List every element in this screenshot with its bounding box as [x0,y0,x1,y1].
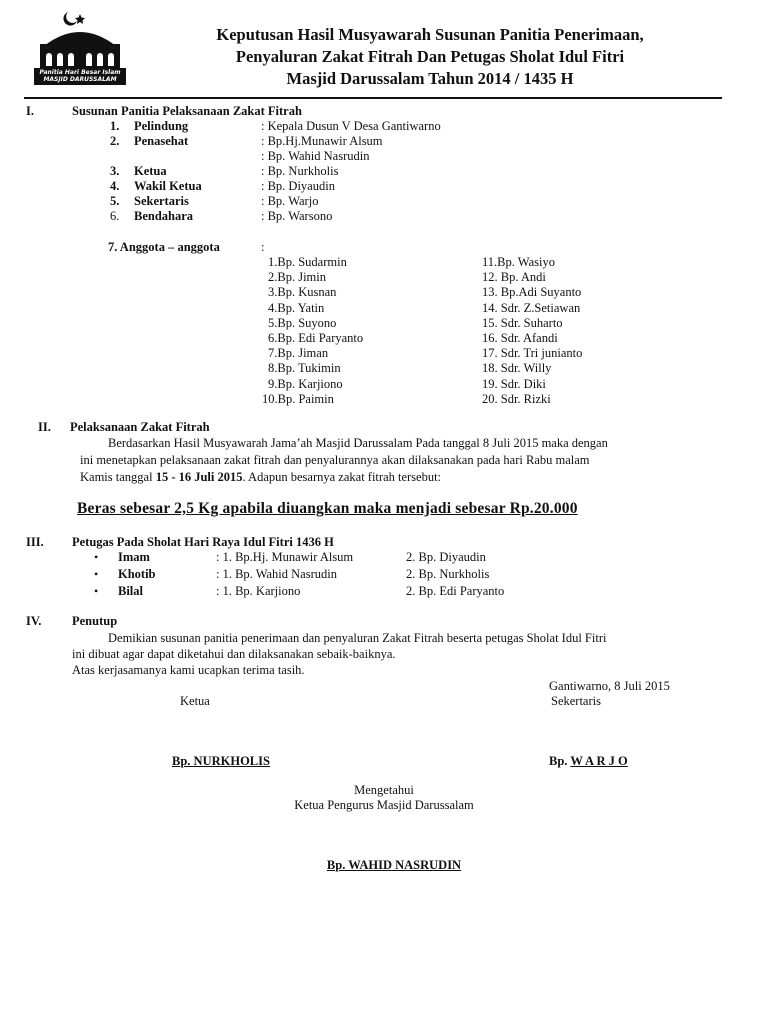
member-item: 4.Bp. Yatin [268,300,325,315]
role-number: 3. [110,164,120,178]
role-holder: : Bp. Diyaudin [261,179,335,193]
member-item: 3.Bp. Kusnan [268,285,337,300]
member-item: 13. Bp.Adi Suyanto [482,285,582,300]
header-line-2: Penyaluran Zakat Fitrah Dan Petugas Sholat Idul Fitri [235,47,625,66]
bullet-icon: • [94,550,99,564]
role-title: Bendahara [134,209,194,223]
mosque-logo [30,8,130,86]
role-number: 6. [110,209,120,223]
role-holder: : Bp. Warsono [261,209,333,223]
role-number: 1. [110,119,120,133]
member-item: 17. Sdr. Tri junianto [482,346,583,361]
officer-first: : 1. Bp. Wahid Nasrudin [216,567,337,581]
member-item: 9.Bp. Karjiono [268,376,343,391]
officer-role: Imam [118,550,150,564]
section-2-number: II. [38,420,51,434]
role-title: Penasehat [134,134,189,148]
logo-caption-2: MASJID DARUSSALAM [43,76,117,83]
role-number: 4. [110,179,120,193]
member-item: 2.Bp. Jimin [268,270,326,285]
role-holder: : Bp. Warjo [261,194,319,208]
section-4-line-1: Demikian susunan panitia penerimaan dan penyaluran Zakat Fitrah beserta petugas Sholat Idul Fitri [108,631,607,645]
member-item: 7.Bp. Jiman [268,346,329,361]
member-item: 8.Bp. Tukimin [268,361,341,376]
section-4-title: Penutup [72,614,118,628]
ketua-label: Ketua [180,694,210,708]
section-3-title: Petugas Pada Sholat Hari Raya Idul Fitri 1436 H [72,535,334,549]
member-item: 10.Bp. Paimin [262,391,334,406]
bullet-icon: • [94,567,99,581]
sekertaris-signature-name: W A R J O [570,754,628,768]
sekertaris-prefix: Bp. [549,754,571,768]
role-title: Wakil Ketua [134,179,202,193]
member-item: 6.Bp. Edi Paryanto [268,331,364,345]
section-4-number: IV. [26,614,42,628]
role-holder: : Bp. Nurkholis [261,164,339,178]
pengurus-signature-name: Bp. WAHID NASRUDIN [326,858,462,872]
section-1-number: I. [26,104,34,118]
section-4-line-2: ini dibuat agar dapat diketahui dan dilaksanakan sebaik-baiknya. [72,647,396,661]
anggota-label: 7. Anggota – anggota [108,240,220,254]
zakat-amount-emphasis: Beras sebesar 2,5 Kg apabila diuangkan maka menjadi sebesar Rp.20.000 [77,500,578,517]
header-line-1: Keputusan Hasil Musyawarah Susunan Panitia Penerimaan, [216,25,644,44]
role-title: Sekertaris [134,194,189,208]
member-item: 19. Sdr. Diki [482,376,546,391]
role-holder: : Kepala Dusun V Desa Gantiwarno [261,119,441,133]
member-item: 14. Sdr. Z.Setiawan [482,300,581,315]
member-item: 11.Bp. Wasiyo [482,255,555,269]
section-4-line-3: Atas kerjasamanya kami ucapkan terima tasih. [72,663,305,677]
member-item: 5.Bp. Suyono [268,315,337,330]
anggota-colon: : [261,240,265,254]
member-item: 16. Sdr. Afandi [482,331,558,345]
section-2-line-3 [80,470,441,485]
role-number: 5. [110,194,120,208]
ketua-pengurus-label: Ketua Pengurus Masjid Darussalam [294,798,474,812]
role-title: Pelindung [134,119,189,133]
member-item: 1.Bp. Sudarmin [268,255,347,269]
role-holder: : Bp.Hj.Munawir Alsum [261,134,383,148]
officer-second: 2. Bp. Diyaudin [406,550,486,564]
member-item: 15. Sdr. Suharto [482,315,563,330]
officer-second: 2. Bp. Edi Paryanto [406,584,505,598]
section-2-line-2: ini menetapkan pelaksanaan zakat fitrah dan penyalurannya akan dilaksanakan pada hari Rabu malam [80,453,590,467]
member-item: 18. Sdr. Willy [482,361,552,376]
role-holder: : Bp. Wahid Nasrudin [261,149,370,163]
sekertaris-label: Sekertaris [551,694,601,708]
role-title: Ketua [134,164,167,178]
officer-first: : 1. Bp. Karjiono [216,584,301,598]
officer-role: Bilal [118,584,144,598]
member-item: 20. Sdr. Rizki [482,391,551,406]
section-1-title: Susunan Panitia Pelaksanaan Zakat Fitrah [72,104,302,118]
zakat-date: 15 - 16 Juli 2015 [155,470,243,484]
bullet-icon: • [94,584,99,598]
sekertaris-signature [549,754,628,769]
section-2-title: Pelaksanaan Zakat Fitrah [70,420,210,434]
ketua-signature-name: Bp. NURKHOLIS [172,754,270,768]
section-2-line-3-pre: Kamis tanggal [80,470,156,484]
officer-role: Khotib [118,567,156,581]
officer-first: : 1. Bp.Hj. Munawir Alsum [216,550,354,564]
member-item: 12. Bp. Andi [482,270,546,285]
header-line-3: Masjid Darussalam Tahun 2014 / 1435 H [286,69,574,88]
mengetahui-label: Mengetahui [354,783,414,797]
place-date: Gantiwarno, 8 Juli 2015 [549,679,670,693]
header-divider [24,97,722,99]
officer-second: 2. Bp. Nurkholis [406,567,490,581]
logo-caption-1: Panitia Hari Besar Islam [39,69,121,76]
section-3-number: III. [26,535,44,549]
section-2-line-1: Berdasarkan Hasil Musyawarah Jama’ah Masjid Darussalam Pada tanggal 8 Juli 2015 maka dengan [108,436,608,450]
section-2-line-3-post: . Adapun besarnya zakat fitrah tersebut: [242,470,442,484]
role-number: 2. [110,134,120,148]
